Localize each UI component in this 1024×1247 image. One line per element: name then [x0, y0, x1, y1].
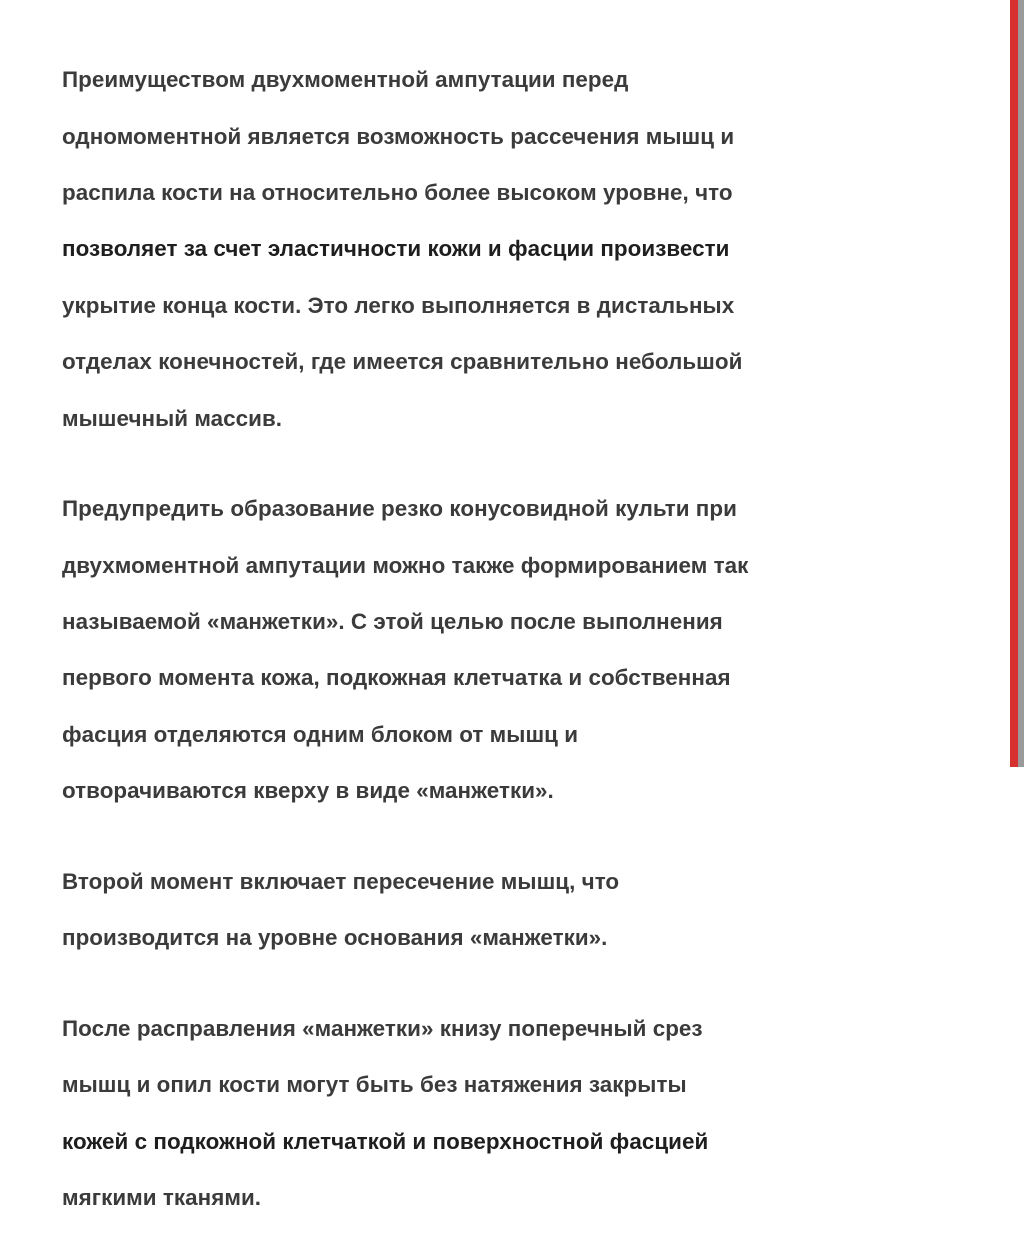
- paragraph-1: [62, 38, 902, 461]
- paragraph-4-line-2: мышц и опил кости могут быть без натяжения закрыты: [62, 1072, 687, 1098]
- paragraph-4-line-4: мягкими тканями.: [62, 1185, 262, 1211]
- paragraph-1-line-6: отделах конечностей, где имеется сравнительно небольшой: [62, 349, 743, 375]
- paragraph-3-line-1: Второй момент включает пересечение мышц, что: [62, 868, 620, 894]
- slide-body: [62, 38, 902, 1247]
- paragraph-1-line-1: Преимуществом двухмоментной ампутации перед: [62, 67, 629, 93]
- paragraph-2-line-2: двухмоментной ампутации можно также формированием так: [62, 552, 749, 578]
- paragraph-3: [62, 840, 902, 981]
- paragraph-2-line-1: Предупредить образование резко конусовидной культи при: [62, 496, 737, 522]
- paragraph-2-line-6: отворачиваются кверху в виде «манжетки».: [62, 778, 554, 804]
- paragraph-1-line-7: мышечный массив.: [62, 405, 283, 431]
- slide-edge-decoration: [884, 0, 1024, 767]
- paragraph-2-line-4: первого момента кожа, подкожная клетчатка и собственная: [62, 665, 731, 691]
- paragraph-1-line-3: распила кости на относительно более высоком уровне, что: [62, 180, 733, 206]
- paragraph-1-line-5: укрытие конца кости. Это легко выполняется в дистальных: [62, 292, 735, 318]
- paragraph-2-line-5: фасция отделяются одним блоком от мышц и: [62, 721, 579, 747]
- paragraph-3-line-2: производится на уровне основания «манжетки».: [62, 925, 608, 951]
- paragraph-2-line-3: называемой «манжетки». С этой целью после выполнения: [62, 609, 723, 635]
- red-edge-bar: [1010, 0, 1018, 767]
- paragraph-4-line-3: кожей с подкожной клетчаткой и поверхностной фасцией: [62, 1128, 709, 1154]
- paragraph-4-line-1: После расправления «манжетки» книзу поперечный срез: [62, 1015, 703, 1041]
- grey-edge-bar: [1018, 0, 1024, 767]
- paragraph-1-line-2: одномоментной является возможность рассечения мышц и: [62, 123, 735, 149]
- paragraph-4: [62, 987, 902, 1241]
- paragraph-1-line-4: позволяет за счет эластичности кожи и фасции произвести: [62, 236, 730, 262]
- paragraph-2: [62, 467, 902, 834]
